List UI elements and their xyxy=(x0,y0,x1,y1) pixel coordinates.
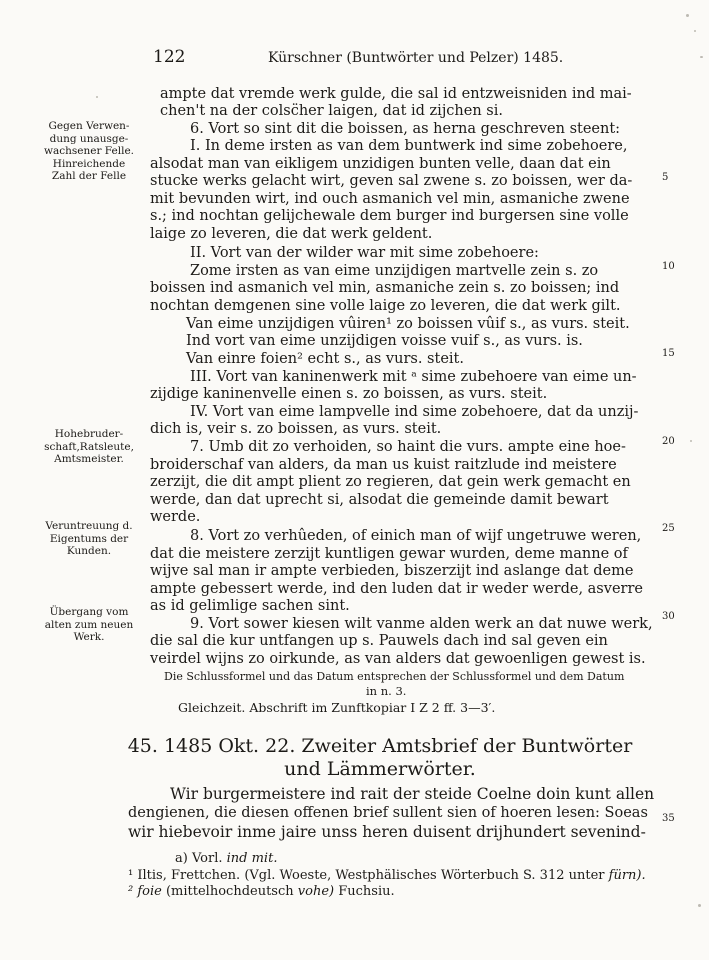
footnote-a-text: ind mit. xyxy=(226,851,278,866)
body-line: dengienen, die diesen offenen brief sullent sien of hoeren lesen: Soeas xyxy=(128,805,648,821)
footnote-a xyxy=(175,851,277,866)
text-line: 8. Vort zo verhûeden, of einich man of wijf ungetruwe weren, xyxy=(190,528,642,544)
margin-note-line: Kunden. xyxy=(66,545,112,557)
margin-note-line: Eigentums der xyxy=(49,532,129,545)
line-number: 15 xyxy=(662,348,675,359)
margin-note-line: Übergang vom xyxy=(49,606,129,618)
text-line: dich is, veir s. zo boissen, as vurs. steit. xyxy=(150,421,442,437)
margin-note-line: wachsener Felle. xyxy=(43,145,135,157)
text-line: 7. Umb dit zo verhoiden, so haint die vurs. ampte eine hoe- xyxy=(190,439,626,455)
text-line: werde, dan dat uprecht si, alsodat die gemeinde damit bewart xyxy=(150,492,609,508)
text-line: boissen ind asmanich vel min, asmaniche zein s. zo boissen; ind xyxy=(150,280,620,296)
scan-speck xyxy=(96,96,98,98)
margin-note-line: Werk. xyxy=(73,631,105,643)
text-line: wijve sal man ir ampte verbieden, biszerzijt ind aslange dat deme xyxy=(150,563,634,579)
text-line: Zome irsten as van eime unzijdigen martvelle zein s. zo xyxy=(190,263,599,279)
text-line: werde. xyxy=(150,509,201,525)
closing-note-line: Die Schlussformel und das Datum entsprechen der Schlussformel und dem Datum xyxy=(164,670,625,683)
margin-note-bruderschaft xyxy=(20,428,158,466)
line-number: 20 xyxy=(662,436,675,447)
scan-speck xyxy=(686,14,689,17)
margin-note-felle xyxy=(20,120,158,183)
body-line: Wir burgermeistere ind rait der steide Coelne doin kunt allen xyxy=(170,785,655,803)
line-number: 30 xyxy=(662,611,675,622)
text-line: laige zo leveren, die dat werk geldent. xyxy=(150,226,433,242)
margin-note-line: Gegen Verwen- xyxy=(48,120,130,132)
footnote-1-text: ¹ Iltis, Frettchen. (Vgl. Woeste, Westphälisches Wörterbuch S. 312 unter xyxy=(128,868,605,883)
scan-speck xyxy=(690,440,692,442)
text-line: broiderschaf van alders, da man us kuist raitzlude ind meistere xyxy=(150,457,617,473)
closing-note-source: Gleichzeit. Abschrift im Zunftkopiar I Z 2 ff. 3—3′. xyxy=(178,700,496,715)
line-number: 5 xyxy=(662,172,669,183)
scan-speck xyxy=(698,904,701,907)
text-line: ampte gebessert werde, ind den luden dat ir weder werde, asverre xyxy=(150,581,643,597)
text-line: II. Vort van der wilder war mit sime zobehoere: xyxy=(190,245,539,261)
footnote-a-label: a) Vorl. xyxy=(175,851,223,866)
text-line: IV. Vort van eime lampvelle ind sime zobehoere, dat da unzij- xyxy=(190,404,639,420)
text-line: die sal die kur untfangen up s. Pauwels dach ind sal geven ein xyxy=(150,633,608,649)
text-line: Van eime unzijdigen vûiren¹ zo boissen vûif s., as vurs. steit. xyxy=(186,316,630,332)
text-line: zerzijt, die dit ampt plient zo regieren, dat gein werk gemacht en xyxy=(150,474,631,490)
running-title: Kürschner (Buntwörter und Pelzer) 1485. xyxy=(268,50,564,66)
page-number: 122 xyxy=(153,47,186,67)
text-line: Van einre foien² echt s., as vurs. steit. xyxy=(186,351,464,367)
text-line: ampte dat vremde werk gulde, die sal id entzweisniden ind mai- xyxy=(160,86,632,102)
line-number: 25 xyxy=(662,523,675,534)
text-line: 6. Vort so sint dit die boissen, as herna geschreven steent: xyxy=(190,121,621,137)
line-number: 35 xyxy=(662,813,675,824)
text-line: zijdige kaninenvelle einen s. zo boissen, as vurs. steit. xyxy=(150,386,548,402)
footnote-2 xyxy=(128,884,395,899)
margin-note-line: Amtsmeister. xyxy=(54,453,124,465)
document-heading: und Lämmerwörter. xyxy=(284,758,476,780)
scan-speck xyxy=(700,56,703,58)
text-line: s.; ind nochtan gelijchewale dem burger ind burgersen sine volle xyxy=(150,208,629,224)
text-line: dat die meistere zerzijt kuntligen gewar wurden, deme manne of xyxy=(150,546,628,562)
body-line: wir hiebevoir inme jaire unss heren duisent drijhundert sevenind- xyxy=(128,823,646,841)
margin-note-line: Hinreichende xyxy=(52,157,126,170)
text-line: chen't na der colsc̈her laigen, dat id zijchen si. xyxy=(160,103,503,119)
margin-note-line: alten zum neuen xyxy=(44,618,134,631)
text-line: I. In deme irsten as van dem buntwerk ind sime zobehoere, xyxy=(190,138,628,154)
margin-note-line: Veruntreuung d. xyxy=(45,520,133,532)
text-line: Ind vort van eime unzijdigen voisse vuif s., as vurs. is. xyxy=(186,333,583,349)
margin-note-line: schaft,Ratsleute, xyxy=(44,440,134,453)
footnote-1-word: fürn). xyxy=(608,868,646,883)
margin-note-veruntreuung xyxy=(20,520,158,558)
text-line: as id gelimlige sachen sint. xyxy=(150,598,350,614)
text-line: III. Vort van kaninenwerk mit ᵃ sime zubehoere van eime un- xyxy=(190,369,637,385)
text-line: nochtan demgenen sine volle laige zo leveren, die dat werk gilt. xyxy=(150,298,621,314)
margin-note-line: Zahl der Felle xyxy=(51,170,127,182)
closing-note-line: in n. 3. xyxy=(366,684,407,698)
footnote-2-rest: (mittelhochdeutsch xyxy=(165,884,294,899)
margin-note-line: Hohebruder- xyxy=(54,428,124,440)
footnote-2-end: Fuchsiu. xyxy=(338,884,395,899)
text-line: veirdel wijns zo oirkunde, as van alders dat gewoenligen gewest is. xyxy=(150,651,646,667)
footnote-1 xyxy=(128,868,646,883)
margin-note-line: dung unausge- xyxy=(49,132,129,145)
text-line: alsodat man van eikligem unzidigen bunten velle, daan dat ein xyxy=(150,156,611,172)
text-line: 9. Vort sower kiesen wilt vanme alden werk an dat nuwe werk, xyxy=(190,616,653,632)
text-line: mit bevunden wirt, ind ouch asmanich vel min, asmaniche zwene xyxy=(150,191,630,207)
scan-speck xyxy=(694,30,696,32)
footnote-2-word2: vohe) xyxy=(297,884,335,899)
document-heading: 45. 1485 Okt. 22. Zweiter Amtsbrief der Buntwörter xyxy=(127,735,633,757)
footnote-2-word: ² foie xyxy=(128,884,162,899)
margin-note-uebergang xyxy=(20,606,158,644)
text-line: stucke werks gelacht wirt, geven sal zwene s. zo boissen, wer da- xyxy=(150,173,633,189)
line-number: 10 xyxy=(662,261,675,272)
